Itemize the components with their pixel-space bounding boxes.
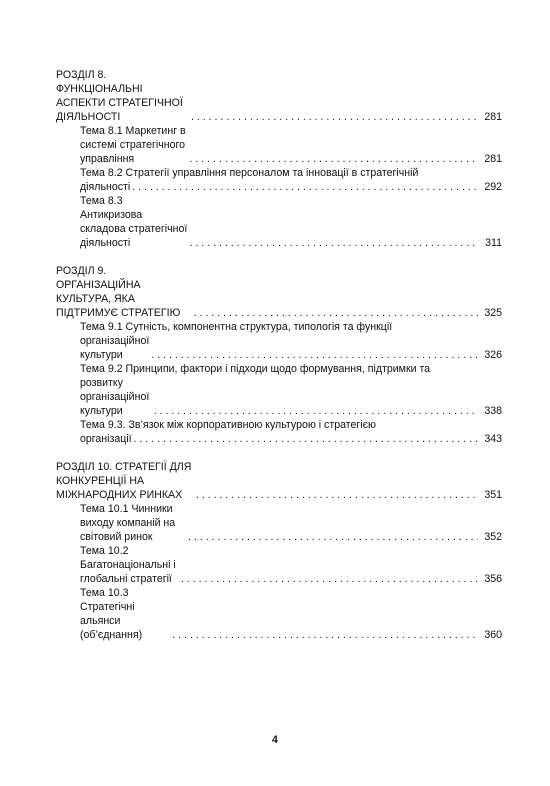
leader-dots (154, 404, 478, 418)
toc-topic-wrapped (56, 418, 502, 446)
topic-page-number: 352 (484, 531, 502, 543)
toc-topic-continuation (56, 376, 502, 418)
toc-topic (56, 502, 502, 544)
toc-topic (56, 124, 502, 166)
section-page-number: 281 (484, 111, 502, 123)
leader-dots (188, 530, 478, 544)
leader-dots (151, 348, 478, 362)
leader-dots (172, 628, 478, 642)
topic-text: Тема 10.2 Багатонаціональні і глобальні стратегії (80, 545, 176, 585)
topic-text-line1: Тема 8.2 Стратегії управління персоналом та інновації в стратегічній (80, 167, 419, 179)
leader-dots (196, 488, 478, 502)
section-title-text: РОЗДІЛ 10. СТРАТЕГІЇ ДЛЯ КОНКУРЕНЦІЇ НА МІЖНАРОДНИХ РИНКАХ (56, 461, 192, 501)
leader-dots (134, 432, 478, 446)
leader-dots (189, 152, 478, 166)
topic-text: Тема 10.3 Стратегічні альянси (об’єднання) (80, 587, 143, 641)
leader-dots (191, 110, 478, 124)
topic-text-line1: Тема 9.3. Зв’язок між корпоративною культурою і стратегією (80, 419, 376, 431)
toc-section-8 (56, 68, 502, 250)
toc-section-title (56, 68, 502, 124)
section-page-number: 351 (484, 489, 502, 501)
topic-text: організації (80, 433, 132, 445)
section-page-number: 325 (484, 307, 502, 319)
topic-page-number: 343 (484, 433, 502, 445)
toc-section-10 (56, 460, 502, 642)
topic-page-number: 326 (484, 349, 502, 361)
topic-page-number: 356 (484, 573, 502, 585)
toc-topic (56, 194, 502, 250)
toc-topic-wrapped (56, 166, 502, 194)
toc-topic-wrapped (56, 362, 502, 418)
toc-topic-continuation (56, 180, 502, 194)
topic-text: Тема 10.1 Чинники виходу компаній на світовий ринок (80, 503, 176, 543)
topic-text: Тема 8.1 Маркетинг в системі стратегічного управління (80, 125, 186, 165)
topic-text: Тема 8.3 Антикризова складова стратегічної діяльності (80, 195, 188, 249)
topic-page-number: 360 (484, 629, 502, 641)
table-of-contents (56, 68, 502, 656)
toc-section-9 (56, 264, 502, 446)
topic-text-line1: Тема 9.1 Сутність, компонентна структура, типологія та функції (80, 321, 393, 333)
topic-text-line1: Тема 9.2 Принципи, фактори і підходи щодо формування, підтримки та (80, 363, 431, 375)
toc-topic (56, 544, 502, 586)
section-title-text: РОЗДІЛ 8. ФУНКЦІОНАЛЬНІ АСПЕКТИ СТРАТЕГІЧНОЇ ДІЯЛЬНОСТІ (56, 69, 183, 123)
topic-text: розвитку організаційної культури (80, 377, 150, 417)
topic-page-number: 338 (484, 405, 502, 417)
toc-topic-wrapped (56, 320, 502, 362)
topic-text: організаційної культури (80, 335, 150, 361)
toc-topic-continuation (56, 432, 502, 446)
topic-text: діяльності (80, 181, 131, 193)
toc-topic (56, 586, 502, 642)
leader-dots (181, 572, 478, 586)
leader-dots (190, 236, 478, 250)
section-title-text: РОЗДІЛ 9. ОРГАНІЗАЦІЙНА КУЛЬТУРА, ЯКА ПІДТРИМУЄ СТРАТЕГІЮ (56, 265, 181, 319)
leader-dots (132, 180, 478, 194)
topic-page-number: 292 (484, 181, 502, 193)
topic-page-number: 281 (484, 153, 502, 165)
page-number-footer: 4 (272, 734, 278, 746)
leader-dots (194, 306, 478, 320)
toc-section-title (56, 460, 502, 502)
toc-section-title (56, 264, 502, 320)
topic-page-number: 311 (485, 237, 502, 249)
toc-topic-continuation (56, 334, 502, 362)
